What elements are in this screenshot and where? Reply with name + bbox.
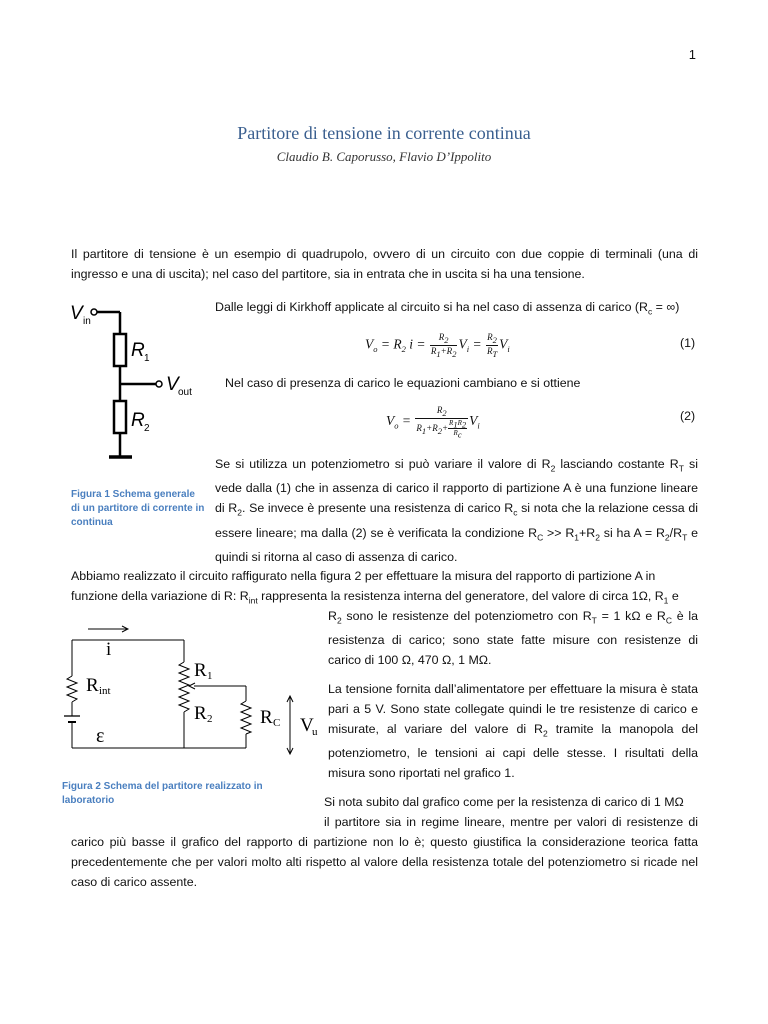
- fig1-vin-label: V: [70, 303, 83, 324]
- fig2-r1-label: R: [194, 660, 207, 681]
- page-number: 1: [688, 47, 696, 62]
- equation-2: $V_o$ = $R_2$ $R_1+R_2+$ $\frac{R_1R_2}{R_c}$ $V_i$: [386, 405, 480, 440]
- page-title: Partitore di tensione in corrente continua: [237, 123, 531, 143]
- fig2-r2-label: R: [194, 703, 207, 724]
- kirkhoff-sentence: Dalle leggi di Kirkhoff applicate al circuito si ha nel caso di assenza di carico ($R_c$ = ∞): [215, 300, 680, 317]
- fig1-r2-sub: 2: [144, 423, 150, 434]
- figure-2-circuit: [62, 620, 332, 770]
- conclusion-line-2: il partitore sia in regime lineare, mentre per valori di resistenze di: [324, 815, 698, 829]
- fig2-vu-label: V: [300, 715, 314, 736]
- conclusion-paragraph: carico più basse il grafico del rapporto di partizione non lo è; questo giustifica la considerazione teorica fatta precedentemente che per valori molto alti rispetto al valore della resistenza totale del potenziometro si ricade nel caso di carico assente.: [71, 835, 698, 889]
- equation-1: $V_o = R_2$ i = $\frac{R_2}{R_1+R_2}$ $V_i$ = $\frac{R_2}{R_T}$ $V_i$: [365, 332, 510, 359]
- fig2-rint-sub: int: [99, 685, 111, 697]
- realization-paragraph: $R_2$ sono le resistenze del potenziometro con $R_T = 1$ kΩ e $R_C$ è la resistenza di carico; sono state fatte misure con resistenze di carico di 100 Ω, 470 Ω, 1 MΩ.: [328, 609, 699, 668]
- fig2-eps-label: ε: [96, 725, 105, 747]
- fig2-i-label: i: [106, 639, 112, 660]
- fig1-r1-label: R: [131, 340, 145, 361]
- conclusion-line-1: Si nota subito dal grafico come per la resistenza di carico di 1 MΩ: [324, 795, 684, 809]
- fig1-vout-sub: out: [178, 387, 192, 398]
- authors: Claudio B. Caporusso, Flavio D’Ippolito: [276, 149, 492, 164]
- fig2-r2-sub: 2: [207, 713, 213, 725]
- fig2-vu-sub: u: [312, 726, 318, 738]
- fig2-r1-sub: 1: [207, 670, 213, 682]
- realization-line-1: Abbiamo realizzato il circuito raffigurato nella figura 2 per effettuare la misura del rapporto di partizione A in: [71, 569, 656, 583]
- fig2-rint-label: R: [86, 675, 99, 696]
- fig1-r2-label: R: [131, 410, 145, 431]
- intro-paragraph: Il partitore di tensione è un esempio di quadrupolo, ovvero di un circuito con due coppie di terminali (una di ingresso e una di uscita); nel caso del partitore, sia in entrata che in uscita si ha una tensione.: [71, 247, 698, 281]
- fig1-vin-sub: in: [83, 316, 91, 327]
- fig1-vout-label: V: [166, 374, 179, 395]
- potentiometer-paragraph: Se si utilizza un potenziometro si può variare il valore di $R_2$ lasciando costante $R_T$ si vede dalla (1) che in assenza di carico il rapporto di partizione A è una funzione lineare di $R_2$. Se invece è presente una resistenza di carico $R_c$ si nota che la relazione cessa di essere lineare; ma dalla (2) se è verificata la condizione $R_C >> R_1+R_2$ si ha $A = R_2/R_T$ e quindi si ritorna al caso di assenza di carico.: [215, 457, 698, 565]
- equation-2-number: (2): [680, 409, 696, 423]
- realization-line-2: funzione della variazione di R: $R_{int}$ rappresenta la resistenza interna del generatore, del valore di circa 1Ω, $R_1$ e: [71, 589, 679, 606]
- load-case-sentence: Nel caso di presenza di carico le equazioni cambiano e si ottiene: [225, 376, 581, 390]
- voltage-paragraph: La tensione fornita dall’alimentatore per effettuare la misura è stata pari a 5 V. Sono state collegate quindi le tre resistenze di carico e misurate, al variare del valore di $R_2$ tramite la manopola del potenziometro, le tensioni ai capi delle stesse. I risultati della misura sono riportati nel grafico 1.: [328, 682, 698, 781]
- fig2-rc-sub: C: [273, 717, 281, 729]
- figure-1-caption: Figura 1 Schema generale di un partitore di corrente in continua: [71, 489, 205, 528]
- figure-1-circuit: [65, 296, 205, 466]
- fig2-rc-label: R: [260, 707, 273, 728]
- fig1-r1-sub: 1: [144, 353, 150, 364]
- equation-1-number: (1): [680, 336, 696, 350]
- figure-2-caption: Figura 2 Schema del partitore realizzato in laboratorio: [62, 781, 263, 806]
